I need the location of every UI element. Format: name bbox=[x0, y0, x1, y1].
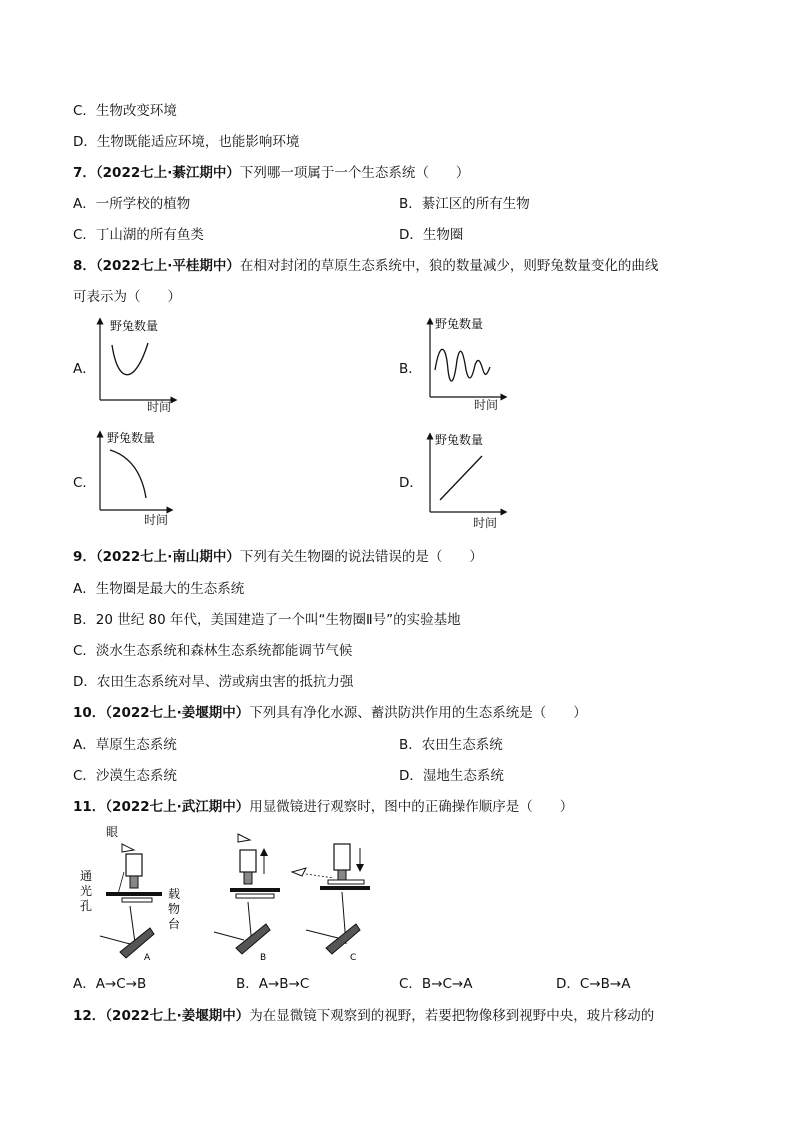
hole-label: 通光孔 bbox=[80, 869, 93, 913]
stage bbox=[230, 888, 280, 892]
q8-text-2: 可表示为（ ） bbox=[73, 289, 181, 305]
objective bbox=[130, 876, 138, 888]
q8-stem bbox=[73, 257, 658, 275]
q7-source: （2022七上·綦江期中） bbox=[95, 165, 240, 181]
q9-option-b: B．20 世纪 80 年代，美国建造了一个叫“生物圈Ⅱ号”的实验基地 bbox=[73, 612, 461, 628]
q11-stem bbox=[73, 798, 573, 816]
light-ray bbox=[306, 930, 338, 938]
q11-option-c: C．B→C→A bbox=[399, 976, 473, 992]
q10-source: （2022七上·姜堰期中） bbox=[105, 705, 250, 721]
q10-option-d: D．湿地生态系统 bbox=[399, 768, 504, 784]
q11-option-a: A．A→C→B bbox=[73, 976, 147, 992]
y-axis-label: 野兔数量 bbox=[107, 431, 156, 445]
q8-graph-b-x-label: 时间 bbox=[474, 398, 499, 412]
eye-label: 眼 bbox=[106, 825, 119, 839]
q7-option-a: A．一所学校的植物 bbox=[73, 196, 191, 212]
stage-label: 载物台 bbox=[168, 887, 181, 931]
microscope-b bbox=[214, 834, 280, 963]
y-axis-label: 野兔数量 bbox=[435, 433, 484, 447]
fig-c-label: C bbox=[350, 953, 357, 963]
q11-text: 用显微镜进行观察时，图中的正确操作顺序是（ ） bbox=[249, 799, 574, 815]
q12-source: （2022七上·姜堰期中） bbox=[105, 1008, 250, 1024]
u-curve bbox=[112, 343, 148, 375]
eye-icon bbox=[238, 834, 250, 842]
q10-option-a: A．草原生态系统 bbox=[73, 737, 177, 753]
q8-option-a-label: A． bbox=[73, 361, 96, 377]
q9-number: 9． bbox=[73, 549, 96, 565]
objective bbox=[244, 872, 252, 884]
y-axis-label: 野兔数量 bbox=[435, 317, 484, 331]
q11-number: 11． bbox=[73, 799, 106, 815]
q8-option-b-label: B． bbox=[399, 361, 422, 377]
light-ray bbox=[100, 936, 130, 944]
declining-curve bbox=[110, 450, 146, 498]
eyepiece bbox=[240, 850, 256, 872]
q10-stem bbox=[73, 704, 587, 722]
q9-option-c: C．淡水生态系统和森林生态系统都能调节气候 bbox=[73, 643, 353, 659]
mirror bbox=[326, 924, 360, 954]
q6-option-c: C．生物改变环境 bbox=[73, 103, 177, 119]
rising-line bbox=[440, 456, 482, 500]
q8-source: （2022七上·平桂期中） bbox=[95, 258, 240, 274]
eyepiece bbox=[126, 854, 142, 876]
q7-option-b: B．綦江区的所有生物 bbox=[399, 196, 530, 212]
q7-stem bbox=[73, 164, 469, 182]
light-ray bbox=[214, 932, 244, 940]
q7-option-d: D．生物圈 bbox=[399, 227, 464, 243]
stage bbox=[106, 892, 162, 896]
q7-number: 7． bbox=[73, 165, 96, 181]
y-axis-label: 野兔数量 bbox=[110, 319, 159, 333]
q9-stem bbox=[73, 548, 483, 566]
q11-option-b: B．A→B→C bbox=[236, 976, 310, 992]
q10-option-b: B．农田生态系统 bbox=[399, 737, 503, 753]
eye-icon bbox=[292, 868, 306, 876]
q12-number: 12． bbox=[73, 1008, 106, 1024]
q8-text-1: 在相对封闭的草原生态系统中，狼的数量减少，则野兔数量变化的曲线 bbox=[239, 258, 659, 274]
stage bbox=[320, 886, 370, 890]
q12-text: 为在显微镜下观察到的视野，若要把物像移到视野中央，玻片移动的 bbox=[249, 1008, 655, 1024]
fig-a-label: A bbox=[144, 953, 151, 963]
q7-text: 下列哪一项属于一个生态系统（ ） bbox=[239, 165, 470, 181]
q8-graph-a-x-label: 时间 bbox=[147, 400, 172, 414]
q8-option-d-label: D． bbox=[399, 475, 423, 491]
q10-option-c: C．沙漠生态系统 bbox=[73, 768, 177, 784]
up-arrow-head bbox=[260, 848, 268, 856]
q6-option-d: D．生物既能适应环境，也能影响环境 bbox=[73, 134, 300, 150]
eye-icon bbox=[122, 844, 134, 852]
q12-stem bbox=[73, 1007, 654, 1025]
q9-text: 下列有关生物圈的说法错误的是（ ） bbox=[239, 549, 483, 565]
q11-microscope-figure bbox=[80, 822, 390, 967]
q9-source: （2022七上·南山期中） bbox=[95, 549, 240, 565]
oscillating-curve bbox=[435, 349, 490, 381]
slide bbox=[236, 894, 274, 898]
q8-option-c-label: C． bbox=[73, 475, 96, 491]
slide bbox=[122, 898, 152, 902]
q11-option-d: D．C→B→A bbox=[556, 976, 631, 992]
down-arrow-head bbox=[356, 864, 364, 872]
q8-number: 8． bbox=[73, 258, 96, 274]
microscope-a bbox=[100, 825, 162, 963]
pointer-line bbox=[118, 872, 124, 894]
q10-number: 10． bbox=[73, 705, 106, 721]
slide bbox=[328, 880, 364, 884]
q9-option-d: D．农田生态系统对旱、涝或病虫害的抵抗力强 bbox=[73, 674, 354, 690]
fig-b-label: B bbox=[260, 953, 267, 963]
sight-line bbox=[306, 874, 334, 878]
q10-text: 下列具有净化水源、蓄洪防洪作用的生态系统是（ ） bbox=[249, 705, 587, 721]
microscope-c bbox=[292, 844, 370, 963]
q8-graph-c-x-label: 时间 bbox=[144, 513, 169, 527]
q7-option-c: C．丁山湖的所有鱼类 bbox=[73, 227, 204, 243]
q11-source: （2022七上·武江期中） bbox=[105, 799, 250, 815]
q8-graph-d-x-label: 时间 bbox=[473, 516, 498, 530]
eyepiece bbox=[334, 844, 350, 870]
q9-option-a: A．生物圈是最大的生态系统 bbox=[73, 581, 245, 597]
